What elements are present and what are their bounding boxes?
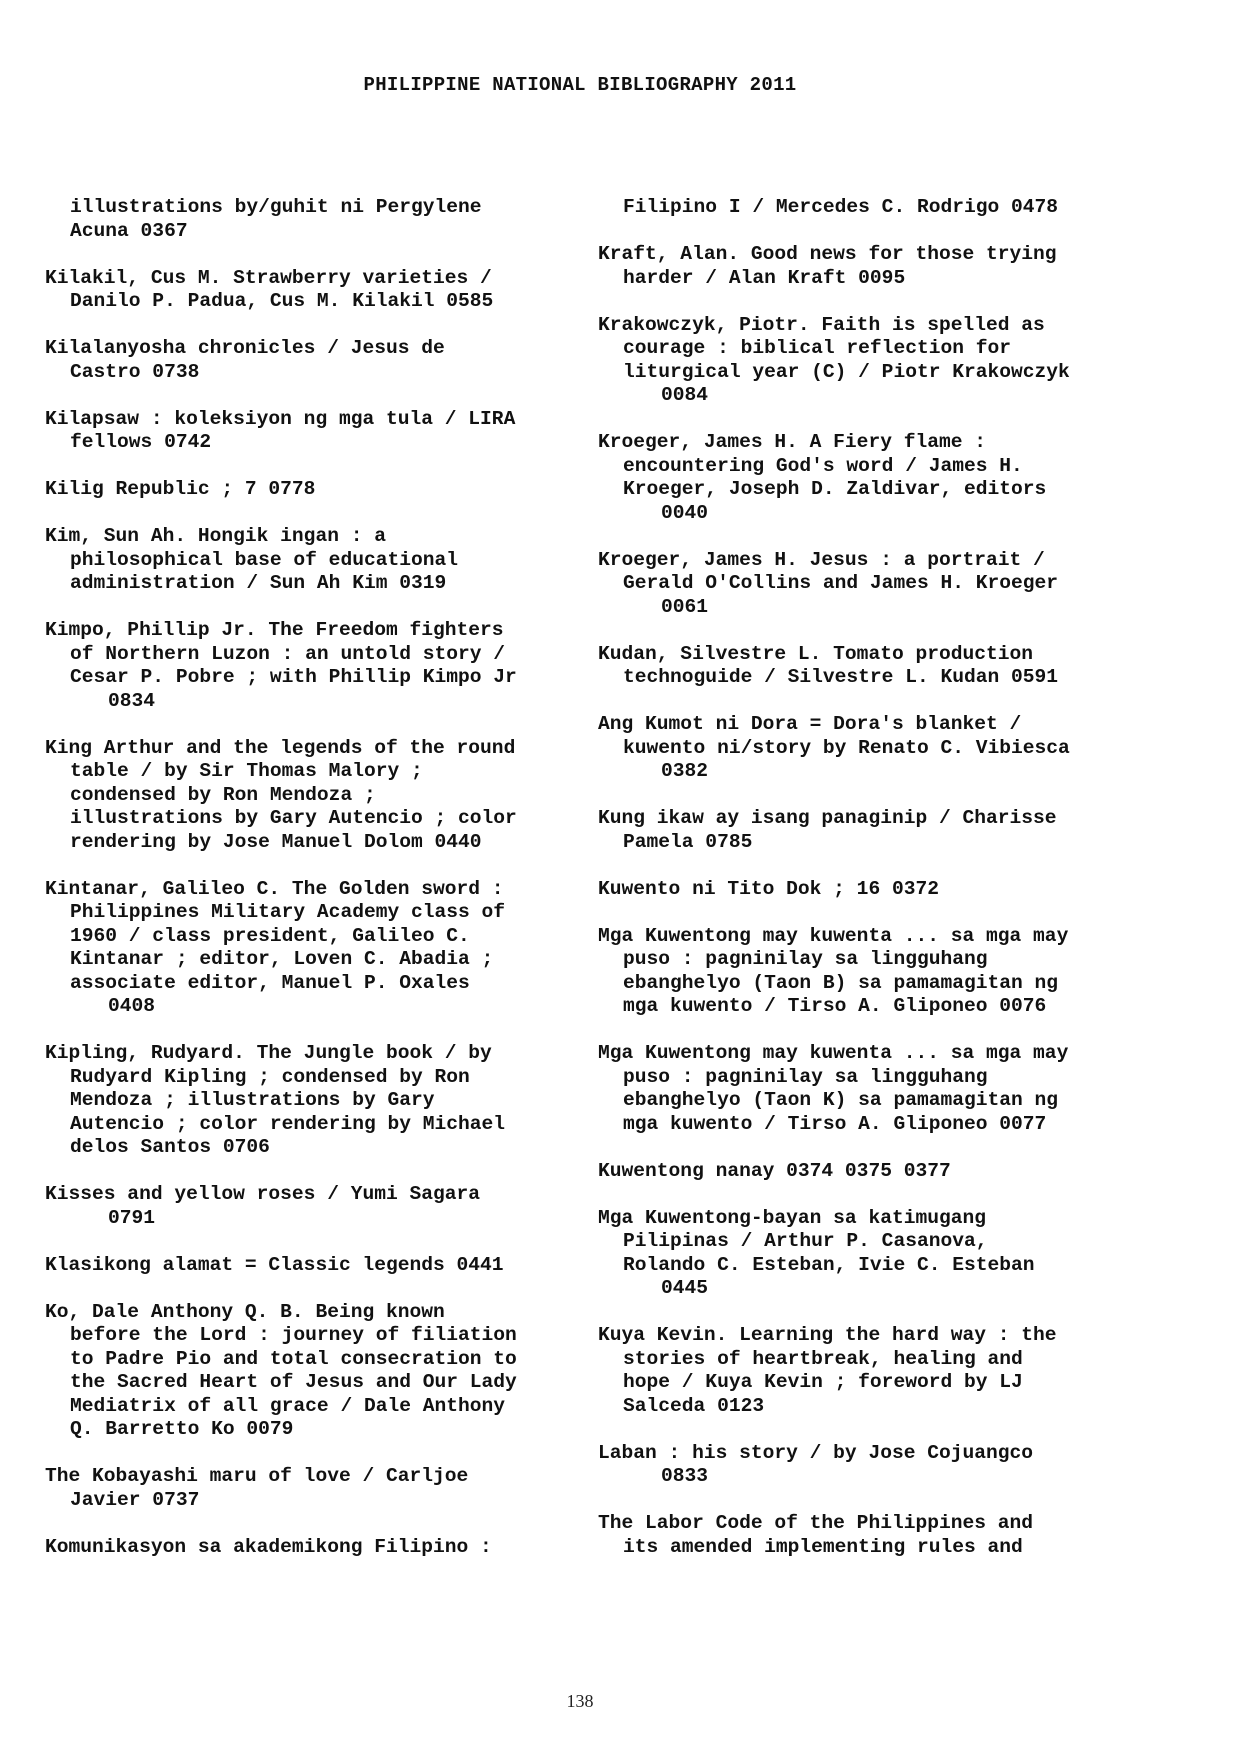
bibliography-entry xyxy=(598,807,1118,854)
entry-line: mga kuwento / Tirso A. Gliponeo 0077 xyxy=(623,1112,1047,1135)
entry-line: Cesar P. Pobre ; with Phillip Kimpo Jr xyxy=(70,666,517,688)
entry-line: Klasikong alamat = Classic legends 0441 xyxy=(45,1253,504,1276)
bibliography-entry xyxy=(45,1042,565,1160)
entry-line: liturgical year (C) / Piotr Krakowczyk xyxy=(623,360,1070,383)
entry-line: 0382 xyxy=(661,760,709,782)
entry-line: Kipling, Rudyard. The Jungle book / by xyxy=(45,1042,492,1064)
entry-line: Krakowczyk, Piotr. Faith is spelled as xyxy=(598,313,1045,336)
entry-line: 0445 xyxy=(661,1277,709,1299)
entry-line: The Kobayashi maru of love / Carljoe xyxy=(45,1465,469,1487)
entry-line: Pamela 0785 xyxy=(623,830,753,853)
bibliography-entry xyxy=(45,1254,565,1278)
entry-gap xyxy=(598,690,1118,714)
entry-gap xyxy=(598,1489,1118,1513)
right-column xyxy=(598,196,1118,1559)
entry-line: Rolando C. Esteban, Ivie C. Esteban xyxy=(623,1253,1035,1276)
entry-line: 1960 / class president, Galileo C. xyxy=(70,924,470,947)
bibliography-entry xyxy=(45,737,565,855)
entry-line: Rudyard Kipling ; condensed by Ron xyxy=(70,1065,470,1088)
entry-line: Salceda 0123 xyxy=(623,1394,765,1417)
bibliography-entry xyxy=(45,1465,565,1512)
bibliography-entry xyxy=(45,196,565,243)
entry-line: The Labor Code of the Philippines and xyxy=(598,1512,1034,1534)
entry-line: Kung ikaw ay isang panaginip / Charisse xyxy=(598,807,1057,829)
bibliography-entry xyxy=(45,619,565,713)
bibliography-entry xyxy=(45,267,565,314)
bibliography-entry xyxy=(598,314,1118,408)
entry-line: before the Lord : journey of filiation xyxy=(70,1324,517,1346)
entry-gap xyxy=(598,1301,1118,1325)
entry-line: Kuwento ni Tito Dok ; 16 0372 xyxy=(598,877,939,900)
entry-gap xyxy=(598,854,1118,878)
entry-line: Filipino I / Mercedes C. Rodrigo 0478 xyxy=(623,196,1059,218)
entry-line: encountering God's word / James H. xyxy=(623,454,1023,477)
bibliography-entry xyxy=(598,643,1118,690)
left-column xyxy=(45,196,565,1559)
entry-gap xyxy=(598,784,1118,808)
entry-line: Pilipinas / Arthur P. Casanova, xyxy=(623,1230,988,1252)
bibliography-entry xyxy=(45,878,565,1019)
entry-line: fellows 0742 xyxy=(70,431,212,453)
bibliography-entry xyxy=(45,337,565,384)
entry-gap xyxy=(598,1019,1118,1043)
entry-line: Mga Kuwentong may kuwenta ... sa mga may xyxy=(598,924,1069,947)
entry-gap xyxy=(45,1160,565,1184)
bibliography-entry xyxy=(598,549,1118,620)
entry-line: Kuya Kevin. Learning the hard way : the xyxy=(598,1324,1057,1346)
bibliography-entry xyxy=(598,1324,1118,1418)
entry-line: 0061 xyxy=(661,595,709,618)
entry-line: 0084 xyxy=(661,384,709,406)
bibliography-entry xyxy=(598,431,1118,525)
entry-line: Ang Kumot ni Dora = Dora's blanket / xyxy=(598,713,1022,735)
entry-line: Q. Barretto Ko 0079 xyxy=(70,1418,294,1440)
entry-line: ebanghelyo (Taon K) sa pamamagitan ng xyxy=(623,1089,1059,1111)
page-header: PHILIPPINE NATIONAL BIBLIOGRAPHY 2011 xyxy=(363,74,797,96)
entry-line: Kudan, Silvestre L. Tomato production xyxy=(598,642,1034,665)
bibliography-entry xyxy=(45,478,565,502)
entry-gap xyxy=(598,408,1118,432)
entry-line: Kintanar ; editor, Loven C. Abadia ; xyxy=(70,948,494,970)
bibliography-entry xyxy=(45,1536,565,1560)
entry-line: illustrations by/guhit ni Pergylene xyxy=(70,196,482,218)
entry-gap xyxy=(45,243,565,267)
entry-line: Kroeger, Joseph D. Zaldivar, editors xyxy=(623,478,1047,500)
entry-line: table / by Sir Thomas Malory ; xyxy=(70,760,423,782)
bibliography-entry xyxy=(598,243,1118,290)
entry-line: 0040 xyxy=(661,501,709,524)
entry-line: Komunikasyon sa akademikong Filipino : xyxy=(45,1535,492,1558)
entry-gap xyxy=(45,455,565,479)
entry-line: Javier 0737 xyxy=(70,1488,200,1511)
entry-gap xyxy=(45,713,565,737)
entry-gap xyxy=(598,220,1118,244)
entry-line: Laban : his story / by Jose Cojuangco xyxy=(598,1441,1034,1464)
entry-line: rendering by Jose Manuel Dolom 0440 xyxy=(70,830,482,853)
entry-line: Danilo P. Padua, Cus M. Kilakil 0585 xyxy=(70,290,494,312)
bibliography-entry xyxy=(598,1160,1118,1184)
entry-gap xyxy=(45,1230,565,1254)
entry-gap xyxy=(45,1442,565,1466)
bibliography-entry xyxy=(598,713,1118,784)
entry-gap xyxy=(45,502,565,526)
entry-line: Castro 0738 xyxy=(70,360,200,383)
bibliography-entry xyxy=(598,1042,1118,1136)
entry-line: puso : pagninilay sa lingguhang xyxy=(623,1065,988,1088)
entry-gap xyxy=(45,384,565,408)
entry-gap xyxy=(45,1277,565,1301)
entry-line: mga kuwento / Tirso A. Gliponeo 0076 xyxy=(623,995,1047,1017)
bibliography-entry xyxy=(45,1301,565,1442)
bibliography-entry xyxy=(45,1183,565,1230)
entry-gap xyxy=(598,1183,1118,1207)
entry-line: philosophical base of educational xyxy=(70,548,459,571)
entry-gap xyxy=(45,1512,565,1536)
entry-line: Kuwentong nanay 0374 0375 0377 xyxy=(598,1159,951,1182)
entry-line: Gerald O'Collins and James H. Kroeger xyxy=(623,572,1059,594)
entry-line: associate editor, Manuel P. Oxales xyxy=(70,971,470,994)
entry-line: 0834 xyxy=(108,689,156,712)
entry-line: Kilalanyosha chronicles / Jesus de xyxy=(45,337,445,359)
entry-line: Kroeger, James H. Jesus : a portrait / xyxy=(598,548,1045,571)
entry-line: 0791 xyxy=(108,1206,156,1229)
entry-line: hope / Kuya Kevin ; foreword by LJ xyxy=(623,1371,1023,1393)
entry-gap xyxy=(598,619,1118,643)
page-number: 138 xyxy=(566,1691,594,1711)
entry-gap xyxy=(45,596,565,620)
entry-line: Autencio ; color rendering by Michael xyxy=(70,1112,506,1135)
entry-line: illustrations by Gary Autencio ; color xyxy=(70,807,517,829)
entry-line: harder / Alan Kraft 0095 xyxy=(623,266,906,289)
entry-line: King Arthur and the legends of the round xyxy=(45,736,516,759)
entry-gap xyxy=(45,854,565,878)
entry-line: kuwento ni/story by Renato C. Vibiesca xyxy=(623,736,1070,759)
entry-line: Mendoza ; illustrations by Gary xyxy=(70,1089,435,1111)
entry-gap xyxy=(598,525,1118,549)
entry-line: Kilapsaw : koleksiyon ng mga tula / LIRA xyxy=(45,407,516,430)
entry-gap xyxy=(45,1019,565,1043)
entry-gap xyxy=(598,1136,1118,1160)
entry-line: Mga Kuwentong may kuwenta ... sa mga may xyxy=(598,1042,1069,1064)
entry-line: Kimpo, Phillip Jr. The Freedom fighters xyxy=(45,619,504,641)
bibliography-entry xyxy=(598,1442,1118,1489)
entry-line: of Northern Luzon : an untold story / xyxy=(70,642,506,665)
entry-line: puso : pagninilay sa lingguhang xyxy=(623,948,988,970)
entry-line: Kim, Sun Ah. Hongik ingan : a xyxy=(45,525,386,547)
entry-line: Philippines Military Academy class of xyxy=(70,901,506,923)
bibliography-entry xyxy=(598,196,1118,220)
entry-line: Kintanar, Galileo C. The Golden sword : xyxy=(45,877,504,900)
entry-gap xyxy=(598,290,1118,314)
entry-gap xyxy=(598,1418,1118,1442)
entry-line: to Padre Pio and total consecration to xyxy=(70,1347,517,1370)
entry-gap xyxy=(45,314,565,338)
entry-line: Mga Kuwentong-bayan sa katimugang xyxy=(598,1206,987,1229)
entry-line: ebanghelyo (Taon B) sa pamamagitan ng xyxy=(623,971,1059,994)
entry-line: courage : biblical reflection for xyxy=(623,337,1012,359)
bibliography-entry xyxy=(45,408,565,455)
entry-line: the Sacred Heart of Jesus and Our Lady xyxy=(70,1371,517,1393)
bibliography-entry xyxy=(45,525,565,596)
bibliography-entry xyxy=(598,878,1118,902)
entry-line: condensed by Ron Mendoza ; xyxy=(70,783,376,806)
entry-line: delos Santos 0706 xyxy=(70,1136,270,1158)
entry-line: technoguide / Silvestre L. Kudan 0591 xyxy=(623,666,1059,688)
bibliography-entry xyxy=(598,1512,1118,1559)
entry-line: Kilig Republic ; 7 0778 xyxy=(45,478,316,500)
bibliography-entry xyxy=(598,925,1118,1019)
entry-line: Ko, Dale Anthony Q. B. Being known xyxy=(45,1300,445,1323)
entry-line: Kraft, Alan. Good news for those trying xyxy=(598,243,1057,265)
entry-line: Kisses and yellow roses / Yumi Sagara xyxy=(45,1183,481,1205)
entry-line: 0833 xyxy=(661,1465,709,1487)
entry-line: administration / Sun Ah Kim 0319 xyxy=(70,572,447,594)
entry-line: Kilakil, Cus M. Strawberry varieties / xyxy=(45,266,492,289)
entry-line: Kroeger, James H. A Fiery flame : xyxy=(598,431,987,453)
entry-line: its amended implementing rules and xyxy=(623,1535,1023,1558)
entry-line: stories of heartbreak, healing and xyxy=(623,1347,1023,1370)
bibliography-entry xyxy=(598,1207,1118,1301)
entry-line: 0408 xyxy=(108,995,156,1017)
entry-gap xyxy=(598,901,1118,925)
entry-line: Mediatrix of all grace / Dale Anthony xyxy=(70,1394,506,1417)
entry-line: Acuna 0367 xyxy=(70,219,188,242)
